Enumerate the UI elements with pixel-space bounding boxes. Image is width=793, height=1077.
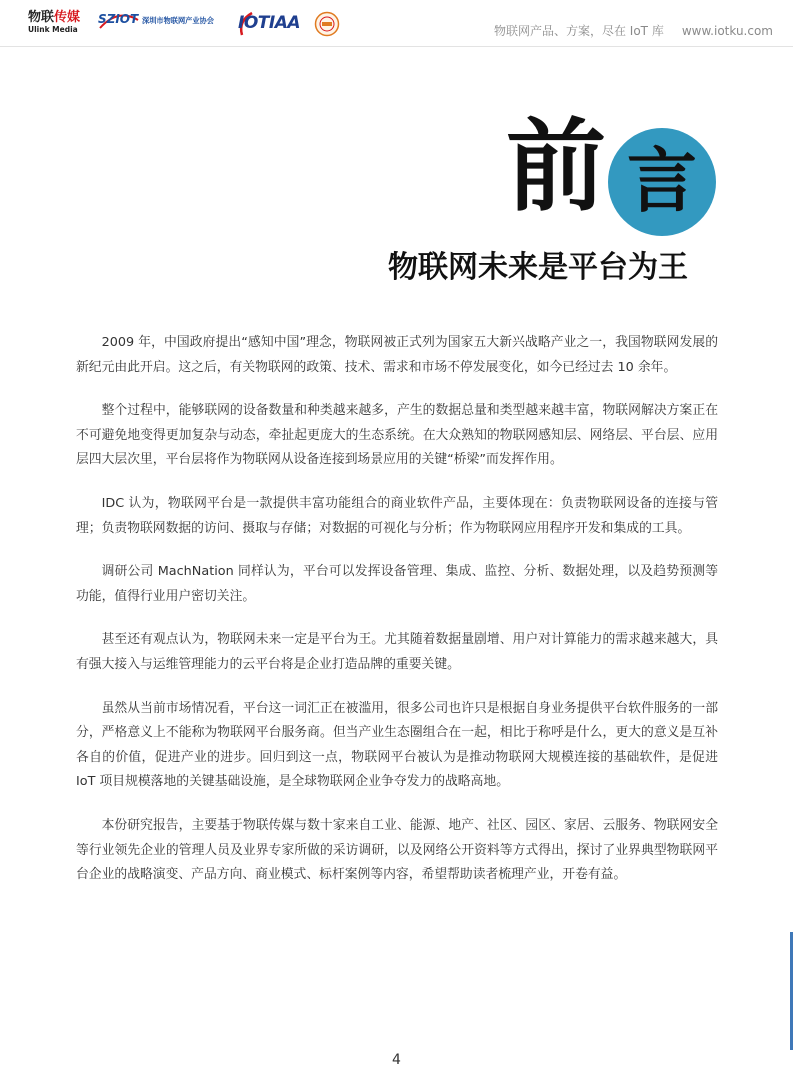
paragraph: IDC 认为，物联网平台是一款提供丰富功能组合的商业软件产品，主要体现在：负责物联网设备的连接与管理；负责物联网数据的访问、摄取与存储；对数据的可视化与分析；作为物联网应用程序开发和集成的工具。 — [76, 495, 718, 536]
page-subtitle: 物联网未来是平台为王 — [388, 250, 688, 285]
sziot-logo — [98, 10, 230, 38]
title-char-qian: 前 — [506, 107, 606, 225]
paragraph: 调研公司 MachNation 同样认为，平台可以发挥设备管理、集成、监控、分析、数据处理，以及趋势预测等功能，值得行业用户密切关注。 — [76, 564, 718, 604]
iotiaa-mark: IOTIAA — [238, 13, 301, 33]
title-char-yan: 言 — [627, 139, 697, 222]
paragraph: 甚至还有观点认为，物联网未来一定是平台为王。尤其随着数据量剧增、用户对计算能力的需求越来越大，具有强大接入与运维管理能力的云平台将是企业打造品牌的重要关键。 — [76, 632, 718, 672]
page-header — [0, 0, 793, 47]
logo-text-en: Ulink Media — [28, 25, 78, 34]
badge-emblem-icon — [314, 11, 340, 37]
preface-body — [76, 331, 718, 907]
website-link[interactable]: www.iotku.com — [681, 24, 773, 38]
tagline-text: 物联网产品、方案，尽在 IoT 库 — [493, 24, 664, 38]
logo-text-cn-red: 传媒 — [54, 10, 81, 25]
iotiaa-logo — [236, 9, 310, 39]
sziot-mark: SZIOT — [98, 12, 139, 26]
header-tagline — [476, 22, 773, 39]
ulink-media-logo — [28, 10, 90, 35]
page-number: 4 — [392, 1052, 401, 1068]
sziot-name: 深圳市物联网产业协会 — [142, 16, 214, 25]
badge-logo — [314, 11, 340, 37]
paragraph: 本份研究报告，主要基于物联传媒与数十家来自工业、能源、地产、社区、园区、家居、云服务、物联网安全等行业领先企业的管理人员及业界专家所做的采访调研，以及网络公开资料等方式得出，探讨了业界典型物联网平台企业的战略演变、产品方向、商业模式、标杆案例等内容，希望帮助读者梳理产业，开卷有益。 — [76, 817, 718, 883]
paragraph: 2009 年，中国政府提出“感知中国”理念，物联网被正式列为国家五大新兴战略产业之一，我国物联网发展的新纪元由此开启。这之后，有关物联网的政策、技术、需求和市场不停发展变化，如今已经过去 10 余年。 — [76, 335, 718, 375]
logo-text-cn: 物联 — [28, 10, 55, 25]
paragraph: 虽然从当前市场情况看，平台这一词汇正在被滥用，很多公司也许只是根据自身业务提供平台软件服务的一部分，严格意义上不能称为物联网平台服务商。但当产业生态圈组合在一起，相比于称呼是什么，更大的意义是互补各自的价值，促进产业的进步。回归到这一点，物联网平台被认为是推动物联网大规模连接的基础软件，是促进 IoT 项目规模落地的关键基础设施，是全球物联网企业争夺发力的战略高地。 — [76, 700, 718, 790]
paragraph: 整个过程中，能够联网的设备数量和种类越来越多，产生的数据总量和类型越来越丰富，物联网解决方案正在不可避免地变得更加复杂与动态，牵扯起更庞大的生态系统。在大众熟知的物联网感知层、网络层、平台层、应用层四大层次里，平台层将作为物联网从设备连接到场景应用的关键“桥梁”而发挥作用。 — [76, 403, 718, 468]
